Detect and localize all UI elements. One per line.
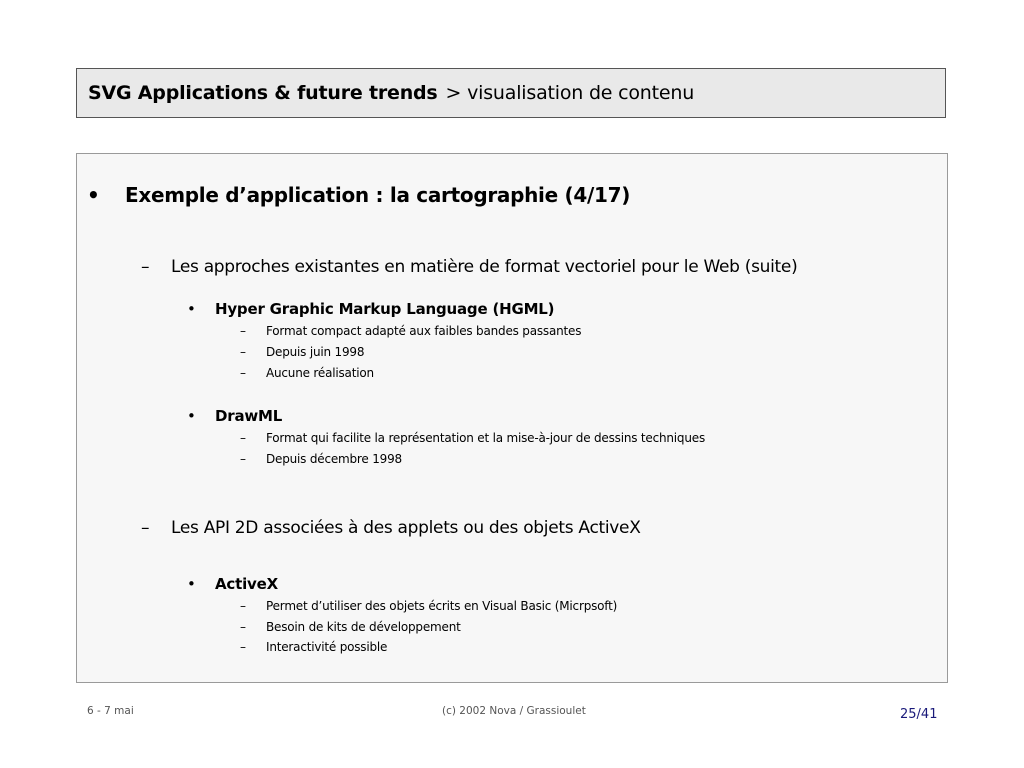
slide-title-bar [76, 68, 946, 118]
detail-text: Depuis juin 1998 [266, 345, 365, 359]
section-text: Les approches existantes en matière de format vectoriel pour le Web (suite) [171, 257, 798, 277]
footer-copyright: (c) 2002 Nova / Grassioulet [442, 705, 586, 717]
dash-icon: – [240, 345, 246, 359]
dash-icon: – [240, 620, 246, 634]
detail-text: Interactivité possible [266, 640, 388, 654]
detail-item [240, 366, 374, 380]
detail-item [240, 324, 581, 338]
main-heading [87, 183, 630, 207]
dash-icon: – [240, 599, 246, 613]
detail-text: Aucune réalisation [266, 366, 374, 380]
bullet-icon: • [187, 407, 196, 425]
dash-icon: – [240, 452, 246, 466]
dash-icon: – [240, 640, 246, 654]
dash-icon: – [141, 518, 150, 538]
detail-item [240, 640, 387, 654]
section-item [141, 518, 641, 538]
section-item [141, 257, 797, 277]
detail-item [240, 620, 461, 634]
slide-content-box [76, 153, 948, 683]
slide-title-main: SVG Applications & future trends [88, 82, 438, 104]
subsection-label: ActiveX [215, 575, 278, 593]
detail-text: Format compact adapté aux faibles bandes passantes [266, 324, 582, 338]
bullet-icon: • [187, 300, 196, 318]
detail-text: Permet d’utiliser des objets écrits en Visual Basic (Micrpsoft) [266, 599, 618, 613]
subsection-item [187, 407, 282, 425]
detail-text: Besoin de kits de développement [266, 620, 461, 634]
subsection-item [187, 300, 554, 318]
detail-item [240, 345, 364, 359]
subsection-item [187, 575, 278, 593]
dash-icon: – [240, 366, 246, 380]
section-text: Les API 2D associées à des applets ou des objets ActiveX [171, 518, 641, 538]
dash-icon: – [141, 257, 150, 277]
detail-text: Format qui facilite la représentation et la mise-à-jour de dessins techniques [266, 431, 705, 445]
subsection-label: Hyper Graphic Markup Language (HGML) [215, 300, 555, 318]
detail-item [240, 452, 402, 466]
main-heading-text: Exemple d’application : la cartographie (4/17) [125, 183, 631, 207]
page-number: 25/41 [900, 707, 938, 722]
footer-date: 6 - 7 mai [87, 705, 134, 717]
subsection-label: DrawML [215, 407, 283, 425]
slide-title-subtitle: > visualisation de contenu [445, 82, 695, 104]
detail-item [240, 599, 617, 613]
detail-text: Depuis décembre 1998 [266, 452, 402, 466]
bullet-icon: • [87, 183, 100, 207]
dash-icon: – [240, 431, 246, 445]
dash-icon: – [240, 324, 246, 338]
bullet-icon: • [187, 575, 196, 593]
detail-item [240, 431, 705, 445]
